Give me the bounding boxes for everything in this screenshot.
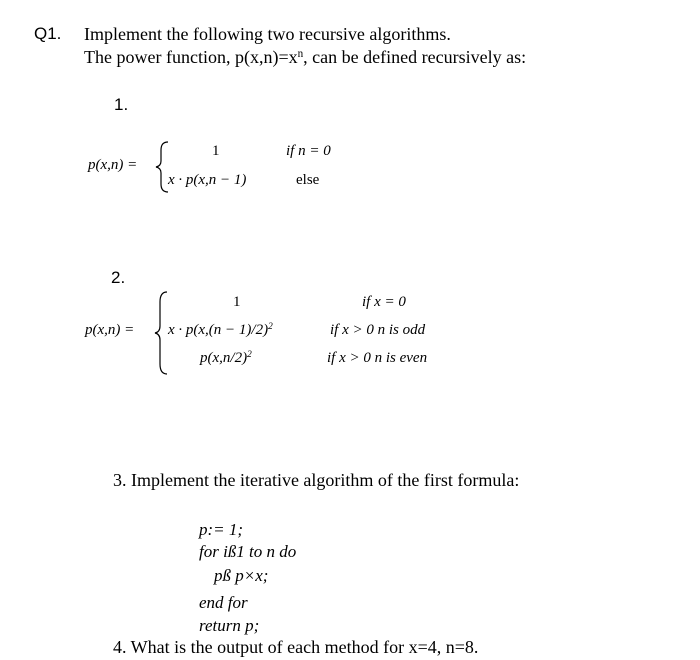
code-line-4: end for xyxy=(199,593,248,612)
formula1-case1-condition: if n = 0 xyxy=(286,143,331,159)
formula2-case2-value: x · p(x,(n − 1)/2) xyxy=(168,322,269,338)
code-line-5: return p; xyxy=(199,616,260,635)
subtitle-prefix: The power function, p(x,n)=x xyxy=(84,47,298,67)
subtitle-exponent: n xyxy=(297,47,304,60)
formula2-lhs: p(x,n) = xyxy=(85,322,135,338)
code-line-2: for iß1 to n do xyxy=(199,542,297,561)
formula2-case1-value: 1 xyxy=(233,294,241,310)
question-number: Q1. xyxy=(34,24,62,43)
formula2-case2-condition: if x > 0 n is odd xyxy=(330,322,426,338)
formula1-lhs: p(x,n) = xyxy=(88,157,138,173)
formula2-case3-value: p(x,n/2) xyxy=(200,350,248,366)
code-line-1: p:= 1; xyxy=(199,520,244,539)
formula1-case1-value: 1 xyxy=(212,143,220,159)
subtitle-suffix: , can be defined recursively as: xyxy=(303,47,527,67)
question-subtitle xyxy=(84,47,526,68)
formula2-case3-exponent: 2 xyxy=(247,349,252,360)
question-title: Implement the following two recursive algorithms. xyxy=(84,24,451,44)
formula1-index: 1. xyxy=(114,95,129,114)
formula1-case2-value: x · p(x,n − 1) xyxy=(168,172,247,188)
item4-label: 4. What is the output of each method for x=4, n=8. xyxy=(113,637,479,657)
formula2-case3 xyxy=(200,350,252,367)
formula2-case3-condition: if x > 0 n is even xyxy=(327,350,428,366)
formula1-case2-condition: else xyxy=(296,172,320,188)
item3-label: 3. Implement the iterative algorithm of the first formula: xyxy=(113,470,520,490)
formula2-case2-exponent: 2 xyxy=(268,321,273,332)
formula2-index: 2. xyxy=(111,268,126,287)
formula2-case2 xyxy=(168,322,273,339)
formula2-case1-condition: if x = 0 xyxy=(362,294,406,310)
code-line-3: pß p×x; xyxy=(214,566,269,585)
